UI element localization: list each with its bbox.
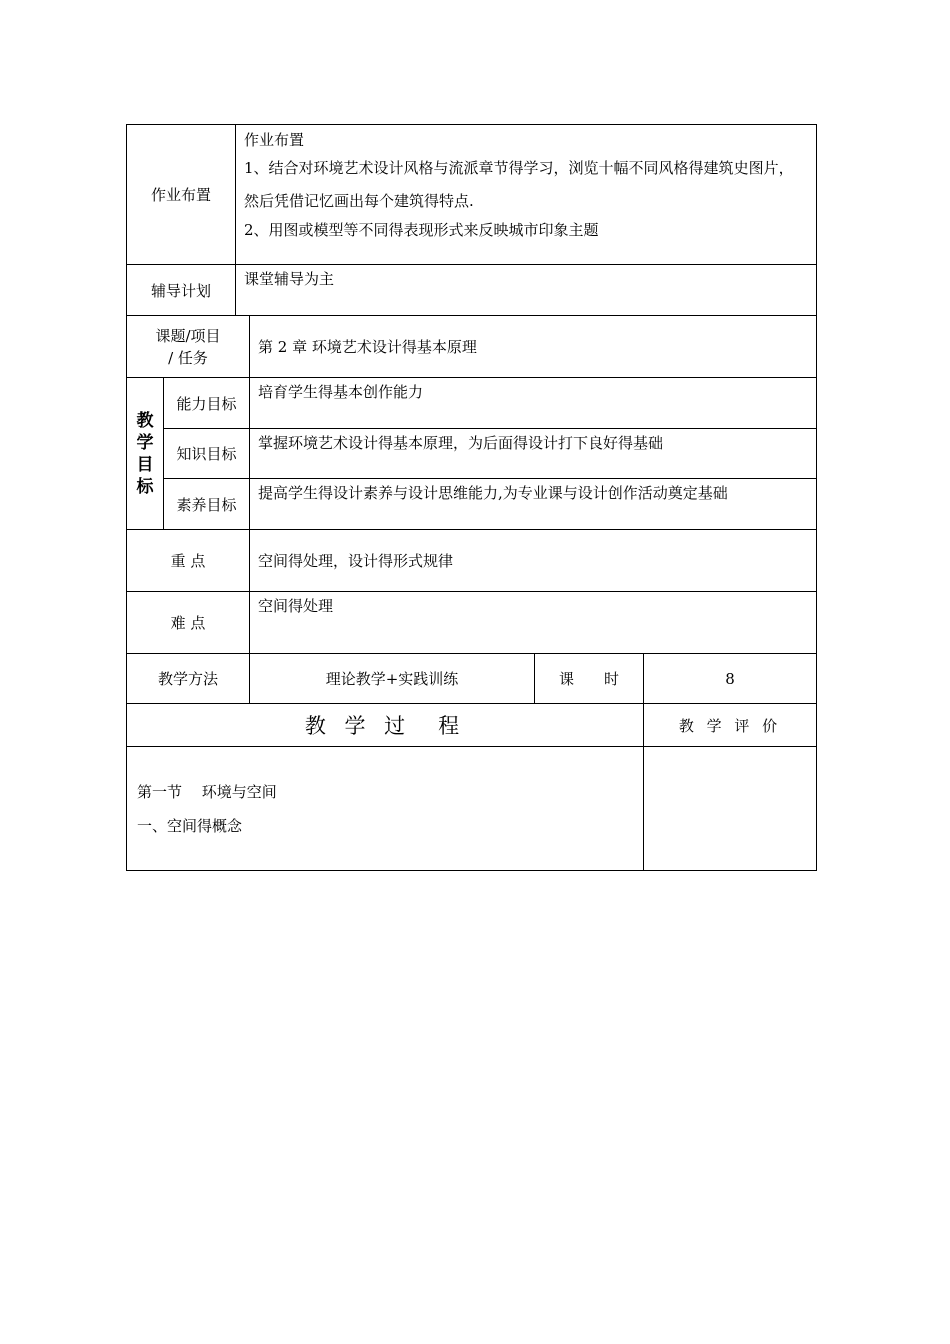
key-points-row — [127, 530, 817, 592]
knowledge-goal-value: 掌握环境艺术设计得基本原理，为后面得设计打下良好得基础 — [250, 429, 817, 479]
hours-value: 8 — [644, 654, 817, 704]
method-row — [127, 654, 817, 704]
evaluation-header: 教 学 评 价 — [644, 704, 817, 747]
difficulties-row — [127, 592, 817, 654]
key-points-value: 空间得处理，设计得形式规律 — [250, 530, 817, 592]
teaching-goals-side-label — [127, 378, 164, 530]
homework-row — [127, 125, 817, 265]
goal-row — [127, 429, 817, 479]
topic-label-line2: / 任务 — [168, 348, 208, 367]
process-header: 教 学 过 程 — [127, 704, 644, 747]
process-content — [127, 747, 644, 871]
hours-label: 课 时 — [535, 654, 644, 704]
process-content-row — [127, 747, 817, 871]
process-header-row — [127, 704, 817, 747]
homework-item-1: 1、结合对环境艺术设计风格与流派章节得学习，浏览十幅不同风格得建筑史图片，然后凭借记忆画出每个建筑得特点. — [244, 159, 794, 210]
topic-label — [127, 316, 250, 378]
evaluation-content — [644, 747, 817, 871]
difficulties-value: 空间得处理 — [250, 592, 817, 654]
method-value: 理论教学+实践训练 — [250, 654, 535, 704]
goal-row — [127, 479, 817, 530]
difficulties-label: 难 点 — [127, 592, 250, 654]
ability-goal-label: 能力目标 — [164, 378, 250, 429]
method-label: 教学方法 — [127, 654, 250, 704]
side-char: 目 — [136, 454, 154, 475]
subsection-title: 一、空间得概念 — [137, 817, 243, 835]
topic-value: 第 2 章 环境艺术设计得基本原理 — [250, 316, 817, 378]
topic-label-line1: 课题/项目 — [155, 326, 221, 345]
literacy-goal-label: 素养目标 — [164, 479, 250, 530]
lesson-plan-table — [126, 124, 816, 871]
section-title: 第一节 环境与空间 — [137, 783, 277, 801]
homework-title: 作业布置 — [244, 131, 305, 149]
literacy-goal-value: 提高学生得设计素养与设计思维能力,为专业课与设计创作活动奠定基础 — [250, 479, 817, 530]
homework-content — [236, 125, 817, 265]
side-char: 教 — [136, 410, 154, 431]
side-char: 学 — [136, 432, 154, 453]
tutoring-label: 辅导计划 — [127, 265, 236, 316]
homework-item-2: 2、用图或模型等不同得表现形式来反映城市印象主题 — [244, 221, 599, 239]
ability-goal-value: 培育学生得基本创作能力 — [250, 378, 817, 429]
tutoring-value: 课堂辅导为主 — [236, 265, 817, 316]
side-char: 标 — [136, 476, 154, 497]
topic-row — [127, 316, 817, 378]
tutoring-row — [127, 265, 817, 316]
goal-row — [127, 378, 817, 429]
knowledge-goal-label: 知识目标 — [164, 429, 250, 479]
key-points-label: 重 点 — [127, 530, 250, 592]
homework-label: 作业布置 — [127, 125, 236, 265]
